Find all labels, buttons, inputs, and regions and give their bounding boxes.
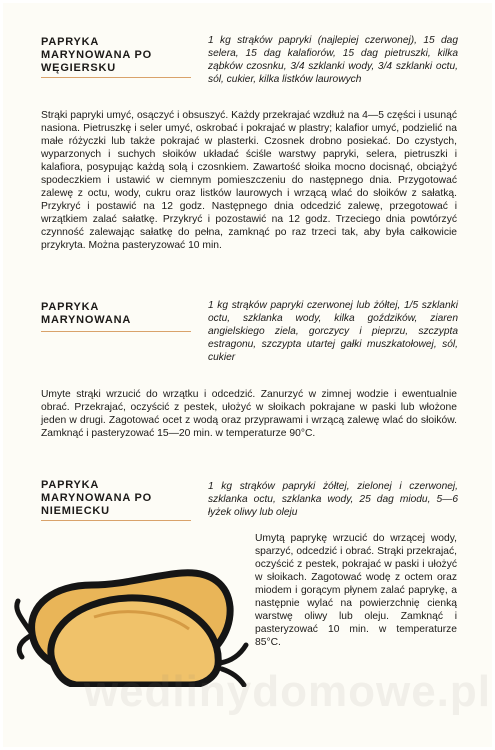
recipe-3-title-line-2: MARYNOWANA PO xyxy=(41,492,153,504)
pepper-illustration xyxy=(14,545,250,687)
recipe-3-title-line-3: NIEMIECKU xyxy=(41,505,110,517)
recipe-1-title xyxy=(41,36,152,75)
recipe-1-title-line-2: MARYNOWANA PO xyxy=(41,49,153,61)
recipe-2-title-line-2: MARYNOWANA xyxy=(41,314,132,326)
recipe-2-ingredients: 1 kg strąków papryki czerwonej lub żółtej, 1/5 szklanki octu, szklanka wody, kilka goździków, ziaren angielskiego ziela, gorczycy i pieprzu, szczypta estragonu, szczypta utartej gałki muszkatołowej, sól, cukier xyxy=(208,300,458,363)
recipe-1-title-line-1: PAPRYKA xyxy=(41,36,100,48)
recipe-2-title-line-1: PAPRYKA xyxy=(41,301,100,313)
recipe-3-title xyxy=(41,479,152,518)
recipe-3-title-rule xyxy=(41,520,191,521)
recipe-1-instructions: Strąki papryki umyć, osączyć i obsuszyć. Każdy przekrajać wzdłuż na 4—5 części i usunąć nasiona. Pietruszkę i seler umyć, oskrobać i pokrajać w plastry; kalafior umyć, podzielić na małe różyczki lub także pokrajać w plasterki. Czosnek drobno posiekać. Do czystych, wyparzonych i suchych słoików układać ściśle warstwy papryki, selera, pietruszki i kalafiora, posypując każdą solą i czosnkiem. Zawartość słoika mocno docisnąć, obciążyć spodeczkiem i ustawić w ciemnym pomieszczeniu do następnego dnia. Przygotować zalewę z octu, wody, cukru oraz listków laurowych i wrzącą wlać do słoików z sałatką. Przykryć i postawić na 12 godz. Następnego dnia odcedzić zalewę, przegotować i wrzątkiem zalać sałatkę. Przykryć i pozostawić na 12 godz. Trzeciego dnia powtórzyć czynność zalewając sałatkę do pełna, zamknąć po raz trzeci tak, aby była całkowicie przykryta. Można pasteryzować 10 min. xyxy=(41,110,457,251)
pepper-stem-left xyxy=(17,601,32,657)
watermark: wedlinydomowe.pl xyxy=(83,667,491,716)
recipe-2-title-rule xyxy=(41,331,191,332)
recipe-2-instructions: Umyte strąki wrzucić do wrzątku i odcedzić. Zanurzyć w zimnej wodzie i ewentualnie obrać. Przekrajać, oczyścić z pestek, ułożyć w słoikach pokrajane w paski lub włożone jeden w drugi. Zagotować ocet z wodą oraz przyprawami i wrzącą zalewę wlać do słoików. Zamknąć i pasteryzować 15—20 min. w temperaturze 90°C. xyxy=(41,389,457,439)
recipe-3-ingredients: 1 kg strąków papryki żółtej, zielonej i czerwonej, szklanka octu, szklanka wody, 25 dag miodu, 5—6 łyżek oliwy lub oleju xyxy=(208,481,458,518)
recipe-1-title-line-3: WĘGIERSKU xyxy=(41,62,117,74)
recipe-1-title-rule xyxy=(41,77,191,78)
recipe-2-title xyxy=(41,301,131,327)
recipe-3-instructions: Umytą paprykę wrzucić do wrzącej wody, sparzyć, odcedzić i obrać. Strąki przekrajać, oczyścić z pestek, pokrajać w paski i ułożyć w słoikach. Zagotować wodę z octem oraz miodem i gorącym płynem zalać paprykę, a następnie wylać na powierzchnię cienką warstwę oliwy lub oleju. Zamknąć i pasteryzować 10 min. w temperaturze 85°C. xyxy=(255,533,457,648)
recipe-3-title-line-1: PAPRYKA xyxy=(41,479,100,491)
recipe-1-ingredients: 1 kg strąków papryki (najlepiej czerwonej), 15 dag selera, 15 dag kalafiorów, 15 dag pietruszki, kilka ząbków czosnku, 3/4 szklanki wody, 3/4 szklanki octu, sól, cukier, kilka listków laurowych xyxy=(208,35,458,85)
